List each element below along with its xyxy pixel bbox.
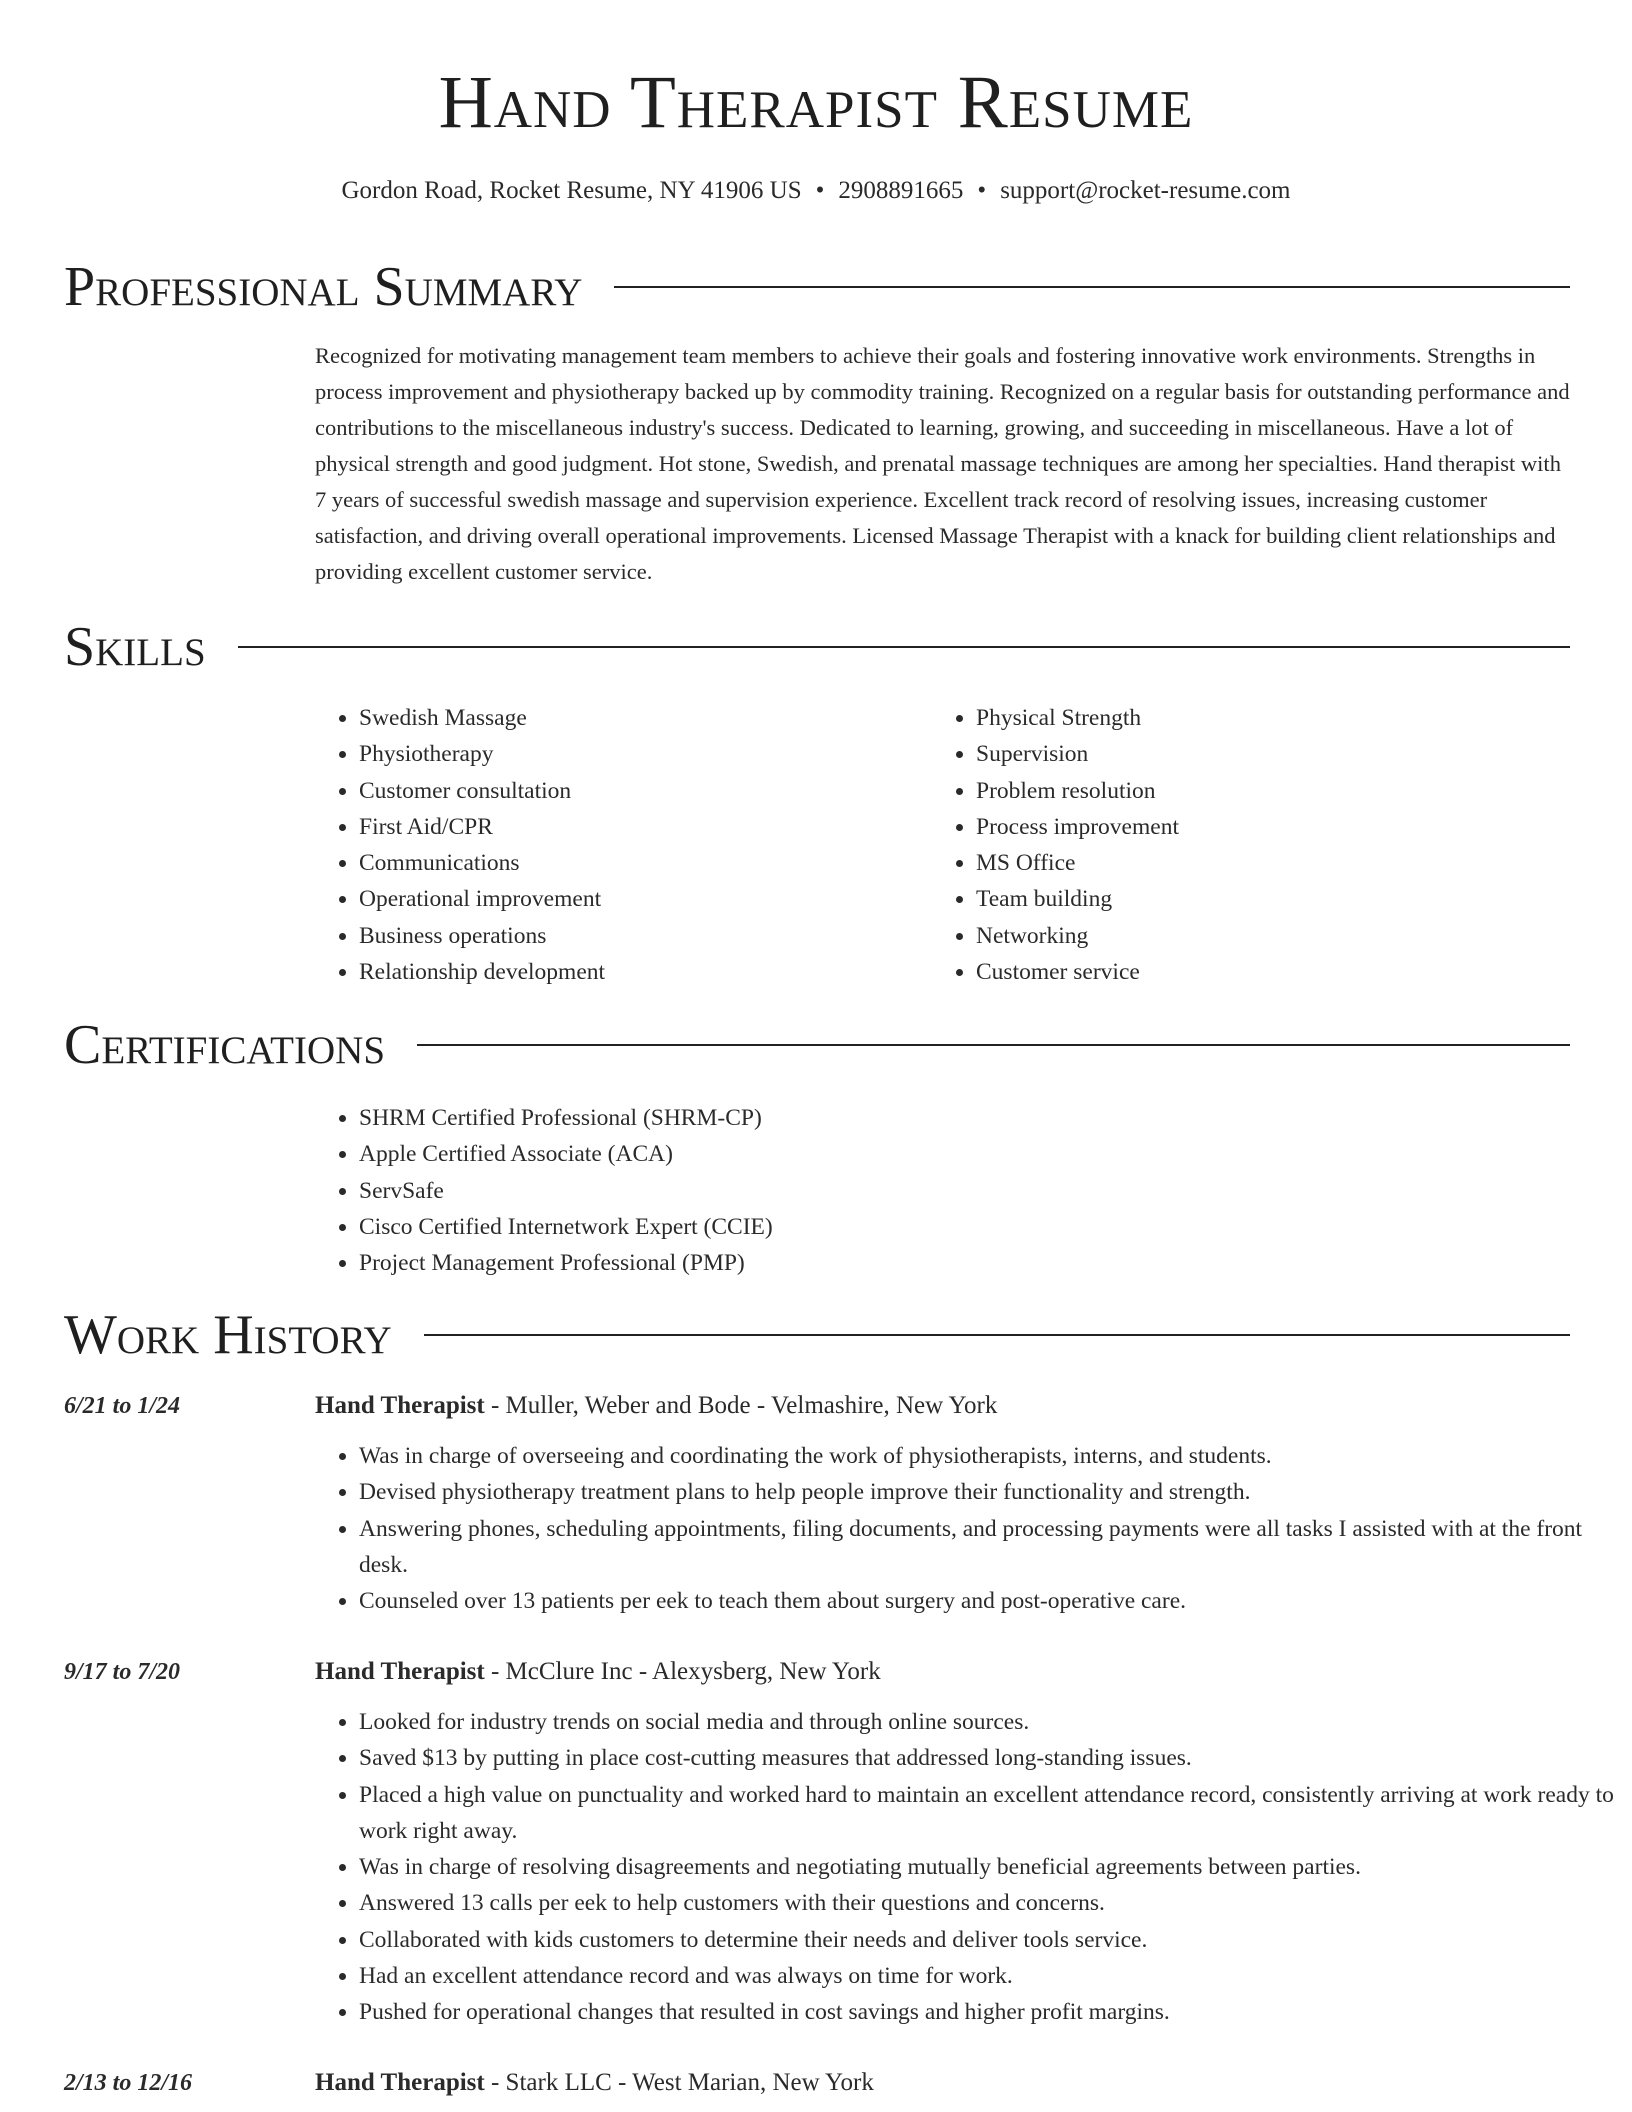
job-entry: [64, 1652, 1614, 2031]
contact-phone: 2908891665: [838, 177, 964, 204]
job-role: Hand Therapist: [315, 2069, 485, 2096]
skill-item: • Operational improvement: [359, 881, 959, 917]
skill-item: • Customer consultation: [359, 773, 959, 809]
job-bullet: • Had an excellent attendance record and was always on time for work.: [359, 1958, 1614, 1994]
skill-item: • Team building: [976, 881, 1576, 917]
job-bullet: • Placed a high value on punctuality and worked hard to maintain an excellent attendance record, consistently arriving at work ready to work right away.: [359, 1777, 1614, 1850]
skills-heading: Skills: [64, 616, 206, 678]
skill-item: • Networking: [976, 918, 1576, 954]
contact-address: Gordon Road, Rocket Resume, NY 41906 US: [341, 177, 802, 204]
job-bullet: • Looked for industry trends on social media and through online sources.: [359, 1704, 1614, 1740]
certification-item: • Cisco Certified Internetwork Expert (CCIE): [359, 1209, 1359, 1245]
job-dates: 9/17 to 7/20: [64, 1658, 181, 1685]
skill-item: • Relationship development: [359, 954, 959, 990]
job-title-line: [315, 1658, 881, 1686]
job-title-line: [315, 1392, 997, 1420]
job-bullet: • Counseled over 13 patients per eek to teach them about surgery and post-operative care.: [359, 1583, 1614, 1619]
skill-item: • Problem resolution: [976, 773, 1576, 809]
job-bullet: • Pushed for operational changes that resulted in cost savings and higher profit margins.: [359, 1994, 1614, 2030]
contact-line: [0, 174, 1632, 208]
job-dates: 6/21 to 1/24: [64, 1392, 181, 1419]
work-history-section-header: [64, 1300, 1570, 1370]
contact-separator: •: [977, 177, 987, 204]
resume-title: Hand Therapist Resume: [438, 61, 1194, 144]
job-role: Hand Therapist: [315, 1658, 485, 1685]
job-bullet: • Devised physiotherapy treatment plans to help people improve their functionality and strength.: [359, 1474, 1614, 1510]
job-bullet: • Was in charge of resolving disagreements and negotiating mutually beneficial agreements between parties.: [359, 1849, 1614, 1885]
certifications-section-header: [64, 1010, 1570, 1080]
job-employer: - Muller, Weber and Bode - Velmashire, New York: [484, 1392, 998, 1419]
certification-item: • SHRM Certified Professional (SHRM-CP): [359, 1100, 1359, 1136]
skill-item: • Customer service: [976, 954, 1576, 990]
job-bullet: • Answering phones, scheduling appointments, filing documents, and processing payments were all tasks I assisted with at the front desk.: [359, 1511, 1614, 1584]
summary-section-header: [64, 252, 1570, 322]
section-divider: [238, 646, 1570, 648]
summary-text: Recognized for motivating management team members to achieve their goals and fostering innovative work environments. Strengths in process improvement and physiotherapy backed up by commodity training. Recognized on a regular basis for outstanding performance and contributions to the miscellaneous industry's success. Dedicated to learning, growing, and succeeding in miscellaneous. Have a lot of physical strength and good judgment. Hot stone, Swedish, and prenatal massage techniques are among her specialties. Hand therapist with 7 years of successful swedish massage and supervision experience. Excellent track record of resolving issues, increasing customer satisfaction, and driving overall operational improvements. Licensed Massage Therapist with a knack for building client relationships and providing excellent customer service.: [315, 343, 1570, 584]
job-title-line: [315, 2069, 874, 2097]
job-role: Hand Therapist: [315, 1392, 485, 1419]
certifications-heading: Certifications: [64, 1014, 386, 1076]
certifications-list: [315, 1100, 1359, 1281]
certification-item: • Apple Certified Associate (ACA): [359, 1136, 1359, 1172]
certification-item: • Project Management Professional (PMP): [359, 1245, 1359, 1281]
job-bullets: [315, 1704, 1614, 2031]
skill-item: • Swedish Massage: [359, 700, 959, 736]
contact-email: support@rocket-resume.com: [1000, 177, 1291, 204]
work-history-heading: Work History: [64, 1304, 392, 1366]
summary-heading: Professional Summary: [64, 256, 583, 318]
job-bullet: • Was in charge of overseeing and coordinating the work of physiotherapists, interns, and students.: [359, 1438, 1614, 1474]
skill-item: • Physical Strength: [976, 700, 1576, 736]
job-bullet: • Saved $13 by putting in place cost-cutting measures that addressed long-standing issues.: [359, 1740, 1614, 1776]
skill-item: • MS Office: [976, 845, 1576, 881]
job-bullets: [315, 1438, 1614, 1619]
job-entry: [64, 1386, 1583, 1619]
skill-item: • Supervision: [976, 736, 1576, 772]
skills-list-left: [315, 700, 959, 990]
skills-list-right: [932, 700, 1576, 990]
contact-separator: •: [815, 177, 825, 204]
section-divider: [614, 286, 1570, 288]
job-bullet: • Answered 13 calls per eek to help customers with their questions and concerns.: [359, 1885, 1614, 1921]
job-employer: - Stark LLC - West Marian, New York: [484, 2069, 874, 2096]
job-employer: - McClure Inc - Alexysberg, New York: [484, 1658, 881, 1685]
skill-item: • Physiotherapy: [359, 736, 959, 772]
job-bullet: • Collaborated with kids customers to determine their needs and deliver tools service.: [359, 1922, 1614, 1958]
skill-item: • First Aid/CPR: [359, 809, 959, 845]
job-entry: [64, 2063, 1570, 2103]
job-dates: 2/13 to 12/16: [64, 2069, 193, 2096]
skill-item: • Business operations: [359, 918, 959, 954]
certification-item: • ServSafe: [359, 1173, 1359, 1209]
section-divider: [417, 1044, 1570, 1046]
section-divider: [424, 1334, 1570, 1336]
skill-item: • Process improvement: [976, 809, 1576, 845]
skill-item: • Communications: [359, 845, 959, 881]
skills-section-header: [64, 612, 1570, 682]
